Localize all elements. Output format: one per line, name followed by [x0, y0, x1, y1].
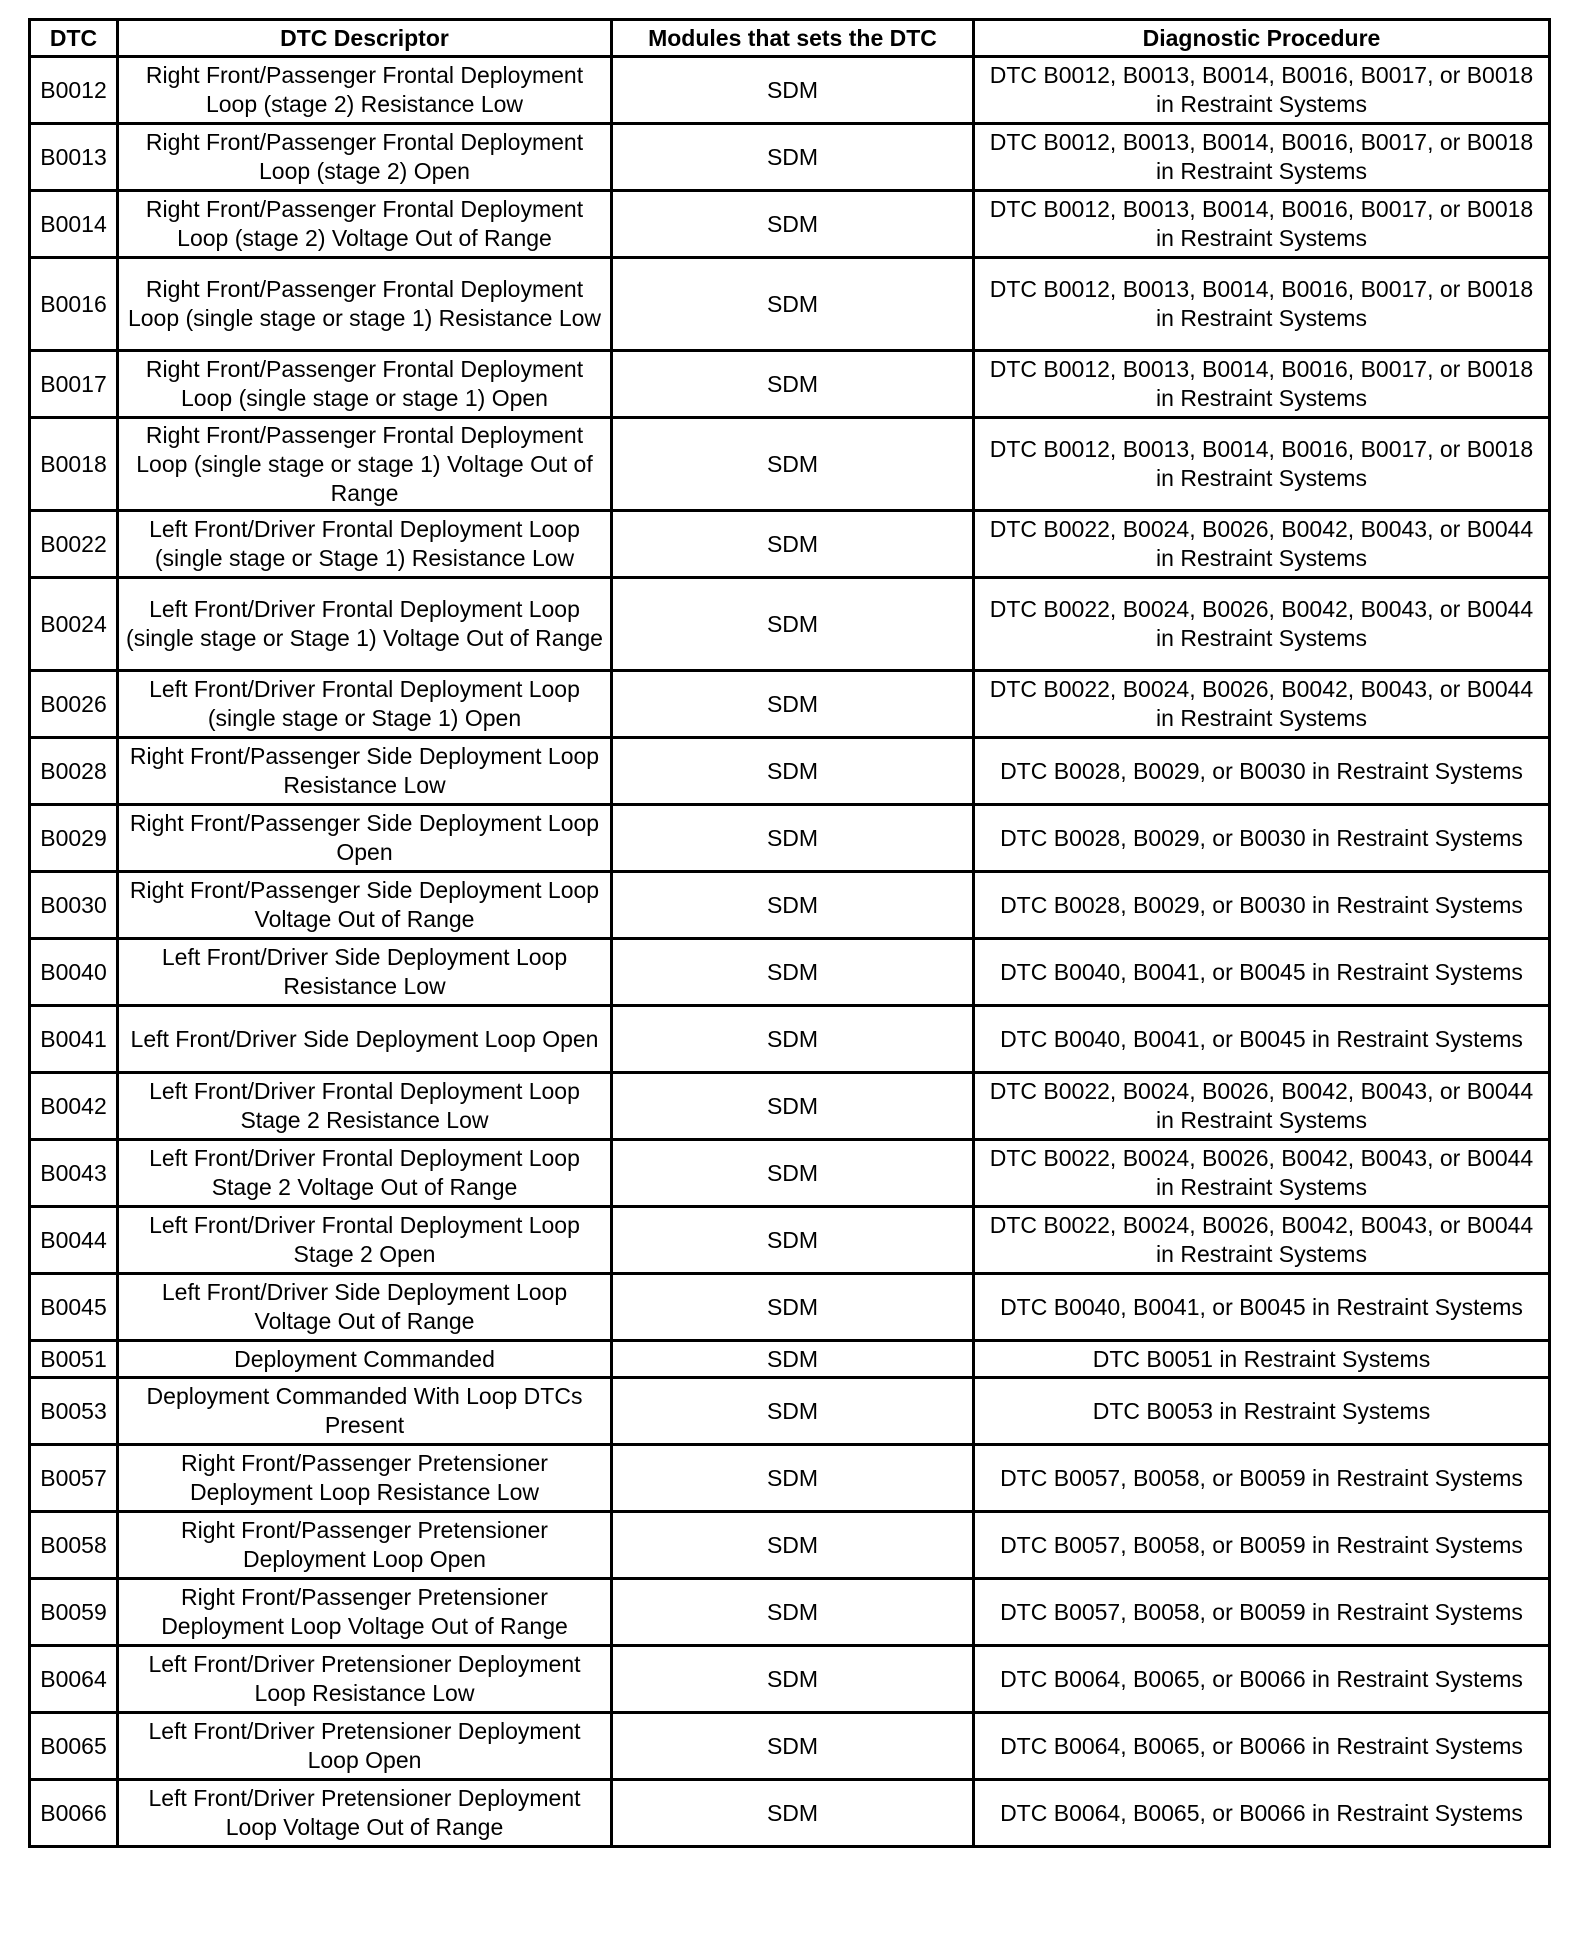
diagnostic-procedure-cell: DTC B0022, B0024, B0026, B0042, B0043, or B0044 in Restraint Systems	[974, 1073, 1550, 1140]
module-cell: SDM	[612, 578, 974, 671]
diagnostic-procedure-cell: DTC B0012, B0013, B0014, B0016, B0017, or B0018 in Restraint Systems	[974, 191, 1550, 258]
dtc-code-cell: B0053	[30, 1378, 118, 1445]
table-row	[30, 124, 1550, 191]
module-cell: SDM	[612, 939, 974, 1006]
dtc-code-cell: B0030	[30, 872, 118, 939]
table-header	[30, 20, 1550, 57]
dtc-descriptor-cell: Right Front/Passenger Frontal Deployment Loop (single stage or stage 1) Open	[118, 351, 612, 418]
dtc-descriptor-cell: Left Front/Driver Pretensioner Deployment Loop Open	[118, 1713, 612, 1780]
dtc-descriptor-cell: Right Front/Passenger Frontal Deployment Loop (stage 2) Voltage Out of Range	[118, 191, 612, 258]
table-row	[30, 1006, 1550, 1073]
dtc-code-cell: B0044	[30, 1207, 118, 1274]
diagnostic-procedure-cell: DTC B0022, B0024, B0026, B0042, B0043, or B0044 in Restraint Systems	[974, 578, 1550, 671]
diagnostic-procedure-cell: DTC B0040, B0041, or B0045 in Restraint Systems	[974, 1006, 1550, 1073]
dtc-table	[28, 18, 1551, 1848]
table-row	[30, 1579, 1550, 1646]
table-row	[30, 1140, 1550, 1207]
table-row	[30, 939, 1550, 1006]
dtc-code-cell: B0029	[30, 805, 118, 872]
diagnostic-procedure-cell: DTC B0022, B0024, B0026, B0042, B0043, or B0044 in Restraint Systems	[974, 1140, 1550, 1207]
table-row	[30, 1341, 1550, 1378]
diagnostic-procedure-cell: DTC B0022, B0024, B0026, B0042, B0043, or B0044 in Restraint Systems	[974, 1207, 1550, 1274]
module-cell: SDM	[612, 351, 974, 418]
module-cell: SDM	[612, 511, 974, 578]
table-row	[30, 1445, 1550, 1512]
table-body	[30, 57, 1550, 1847]
module-cell: SDM	[612, 1512, 974, 1579]
dtc-code-cell: B0058	[30, 1512, 118, 1579]
diagnostic-procedure-cell: DTC B0051 in Restraint Systems	[974, 1341, 1550, 1378]
diagnostic-procedure-cell: DTC B0064, B0065, or B0066 in Restraint Systems	[974, 1713, 1550, 1780]
module-cell: SDM	[612, 1378, 974, 1445]
diagnostic-procedure-cell: DTC B0064, B0065, or B0066 in Restraint Systems	[974, 1646, 1550, 1713]
dtc-code-cell: B0012	[30, 57, 118, 124]
module-cell: SDM	[612, 57, 974, 124]
module-cell: SDM	[612, 1341, 974, 1378]
dtc-descriptor-cell: Right Front/Passenger Side Deployment Loop Open	[118, 805, 612, 872]
diagnostic-procedure-cell: DTC B0057, B0058, or B0059 in Restraint Systems	[974, 1445, 1550, 1512]
module-cell: SDM	[612, 738, 974, 805]
dtc-descriptor-cell: Right Front/Passenger Pretensioner Deployment Loop Voltage Out of Range	[118, 1579, 612, 1646]
table-row	[30, 191, 1550, 258]
diagnostic-procedure-cell: DTC B0022, B0024, B0026, B0042, B0043, or B0044 in Restraint Systems	[974, 511, 1550, 578]
dtc-descriptor-cell: Left Front/Driver Frontal Deployment Loop Stage 2 Open	[118, 1207, 612, 1274]
module-cell: SDM	[612, 418, 974, 511]
module-cell: SDM	[612, 1780, 974, 1847]
dtc-descriptor-cell: Left Front/Driver Frontal Deployment Loop Stage 2 Resistance Low	[118, 1073, 612, 1140]
diagnostic-procedure-cell: DTC B0012, B0013, B0014, B0016, B0017, or B0018 in Restraint Systems	[974, 418, 1550, 511]
table-row	[30, 1378, 1550, 1445]
dtc-code-cell: B0017	[30, 351, 118, 418]
diagnostic-procedure-cell: DTC B0057, B0058, or B0059 in Restraint Systems	[974, 1579, 1550, 1646]
dtc-code-cell: B0016	[30, 258, 118, 351]
dtc-descriptor-cell: Left Front/Driver Pretensioner Deployment Loop Resistance Low	[118, 1646, 612, 1713]
dtc-descriptor-cell: Right Front/Passenger Pretensioner Deployment Loop Open	[118, 1512, 612, 1579]
dtc-descriptor-cell: Left Front/Driver Side Deployment Loop Voltage Out of Range	[118, 1274, 612, 1341]
diagnostic-procedure-cell: DTC B0012, B0013, B0014, B0016, B0017, or B0018 in Restraint Systems	[974, 258, 1550, 351]
diagnostic-procedure-cell: DTC B0028, B0029, or B0030 in Restraint Systems	[974, 805, 1550, 872]
table-row	[30, 1274, 1550, 1341]
module-cell: SDM	[612, 1445, 974, 1512]
dtc-descriptor-cell: Left Front/Driver Frontal Deployment Loop (single stage or Stage 1) Resistance Low	[118, 511, 612, 578]
dtc-descriptor-cell: Right Front/Passenger Pretensioner Deployment Loop Resistance Low	[118, 1445, 612, 1512]
dtc-descriptor-cell: Left Front/Driver Side Deployment Loop Resistance Low	[118, 939, 612, 1006]
dtc-code-cell: B0059	[30, 1579, 118, 1646]
table-row	[30, 351, 1550, 418]
module-cell: SDM	[612, 1207, 974, 1274]
dtc-code-cell: B0028	[30, 738, 118, 805]
dtc-code-cell: B0045	[30, 1274, 118, 1341]
diagnostic-procedure-cell: DTC B0064, B0065, or B0066 in Restraint Systems	[974, 1780, 1550, 1847]
dtc-code-cell: B0041	[30, 1006, 118, 1073]
table-row	[30, 805, 1550, 872]
dtc-code-cell: B0026	[30, 671, 118, 738]
module-cell: SDM	[612, 1006, 974, 1073]
dtc-code-cell: B0022	[30, 511, 118, 578]
module-cell: SDM	[612, 1274, 974, 1341]
module-cell: SDM	[612, 124, 974, 191]
module-cell: SDM	[612, 191, 974, 258]
table-row	[30, 1646, 1550, 1713]
dtc-code-cell: B0064	[30, 1646, 118, 1713]
dtc-descriptor-cell: Left Front/Driver Frontal Deployment Loop Stage 2 Voltage Out of Range	[118, 1140, 612, 1207]
dtc-descriptor-cell: Left Front/Driver Frontal Deployment Loop (single stage or Stage 1) Voltage Out of Range	[118, 578, 612, 671]
dtc-code-cell: B0024	[30, 578, 118, 671]
table-row	[30, 578, 1550, 671]
module-cell: SDM	[612, 1073, 974, 1140]
module-cell: SDM	[612, 1713, 974, 1780]
dtc-descriptor-cell: Deployment Commanded	[118, 1341, 612, 1378]
header-dtc-descriptor: DTC Descriptor	[118, 20, 612, 57]
header-row	[30, 20, 1550, 57]
dtc-descriptor-cell: Right Front/Passenger Side Deployment Loop Resistance Low	[118, 738, 612, 805]
table-row	[30, 872, 1550, 939]
table-row	[30, 1512, 1550, 1579]
module-cell: SDM	[612, 805, 974, 872]
dtc-code-cell: B0014	[30, 191, 118, 258]
dtc-descriptor-cell: Right Front/Passenger Frontal Deployment Loop (stage 2) Open	[118, 124, 612, 191]
diagnostic-procedure-cell: DTC B0012, B0013, B0014, B0016, B0017, or B0018 in Restraint Systems	[974, 351, 1550, 418]
dtc-code-cell: B0043	[30, 1140, 118, 1207]
dtc-descriptor-cell: Left Front/Driver Frontal Deployment Loop (single stage or Stage 1) Open	[118, 671, 612, 738]
module-cell: SDM	[612, 1646, 974, 1713]
dtc-code-cell: B0066	[30, 1780, 118, 1847]
dtc-code-cell: B0065	[30, 1713, 118, 1780]
dtc-descriptor-cell: Right Front/Passenger Frontal Deployment Loop (single stage or stage 1) Resistance Low	[118, 258, 612, 351]
table-row	[30, 738, 1550, 805]
module-cell: SDM	[612, 1579, 974, 1646]
dtc-descriptor-cell: Right Front/Passenger Side Deployment Loop Voltage Out of Range	[118, 872, 612, 939]
module-cell: SDM	[612, 872, 974, 939]
dtc-descriptor-cell: Left Front/Driver Pretensioner Deployment Loop Voltage Out of Range	[118, 1780, 612, 1847]
module-cell: SDM	[612, 1140, 974, 1207]
table-row	[30, 1073, 1550, 1140]
diagnostic-procedure-cell: DTC B0012, B0013, B0014, B0016, B0017, or B0018 in Restraint Systems	[974, 124, 1550, 191]
dtc-code-cell: B0018	[30, 418, 118, 511]
dtc-code-cell: B0051	[30, 1341, 118, 1378]
diagnostic-procedure-cell: DTC B0028, B0029, or B0030 in Restraint Systems	[974, 872, 1550, 939]
table-row	[30, 258, 1550, 351]
table-row	[30, 511, 1550, 578]
diagnostic-procedure-cell: DTC B0040, B0041, or B0045 in Restraint Systems	[974, 939, 1550, 1006]
diagnostic-procedure-cell: DTC B0022, B0024, B0026, B0042, B0043, or B0044 in Restraint Systems	[974, 671, 1550, 738]
module-cell: SDM	[612, 258, 974, 351]
header-diagnostic-procedure: Diagnostic Procedure	[974, 20, 1550, 57]
dtc-code-cell: B0057	[30, 1445, 118, 1512]
diagnostic-procedure-cell: DTC B0028, B0029, or B0030 in Restraint Systems	[974, 738, 1550, 805]
module-cell: SDM	[612, 671, 974, 738]
table-row	[30, 418, 1550, 511]
table-row	[30, 57, 1550, 124]
diagnostic-procedure-cell: DTC B0040, B0041, or B0045 in Restraint Systems	[974, 1274, 1550, 1341]
table-row	[30, 671, 1550, 738]
dtc-code-cell: B0040	[30, 939, 118, 1006]
diagnostic-procedure-cell: DTC B0057, B0058, or B0059 in Restraint Systems	[974, 1512, 1550, 1579]
diagnostic-procedure-cell: DTC B0012, B0013, B0014, B0016, B0017, or B0018 in Restraint Systems	[974, 57, 1550, 124]
table-row	[30, 1207, 1550, 1274]
table-row	[30, 1780, 1550, 1847]
dtc-code-cell: B0042	[30, 1073, 118, 1140]
dtc-descriptor-cell: Right Front/Passenger Frontal Deployment Loop (stage 2) Resistance Low	[118, 57, 612, 124]
table-row	[30, 1713, 1550, 1780]
header-modules: Modules that sets the DTC	[612, 20, 974, 57]
dtc-code-cell: B0013	[30, 124, 118, 191]
diagnostic-procedure-cell: DTC B0053 in Restraint Systems	[974, 1378, 1550, 1445]
dtc-descriptor-cell: Deployment Commanded With Loop DTCs Present	[118, 1378, 612, 1445]
dtc-descriptor-cell: Right Front/Passenger Frontal Deployment Loop (single stage or stage 1) Voltage Out of Range	[118, 418, 612, 511]
header-dtc: DTC	[30, 20, 118, 57]
dtc-descriptor-cell: Left Front/Driver Side Deployment Loop Open	[118, 1006, 612, 1073]
